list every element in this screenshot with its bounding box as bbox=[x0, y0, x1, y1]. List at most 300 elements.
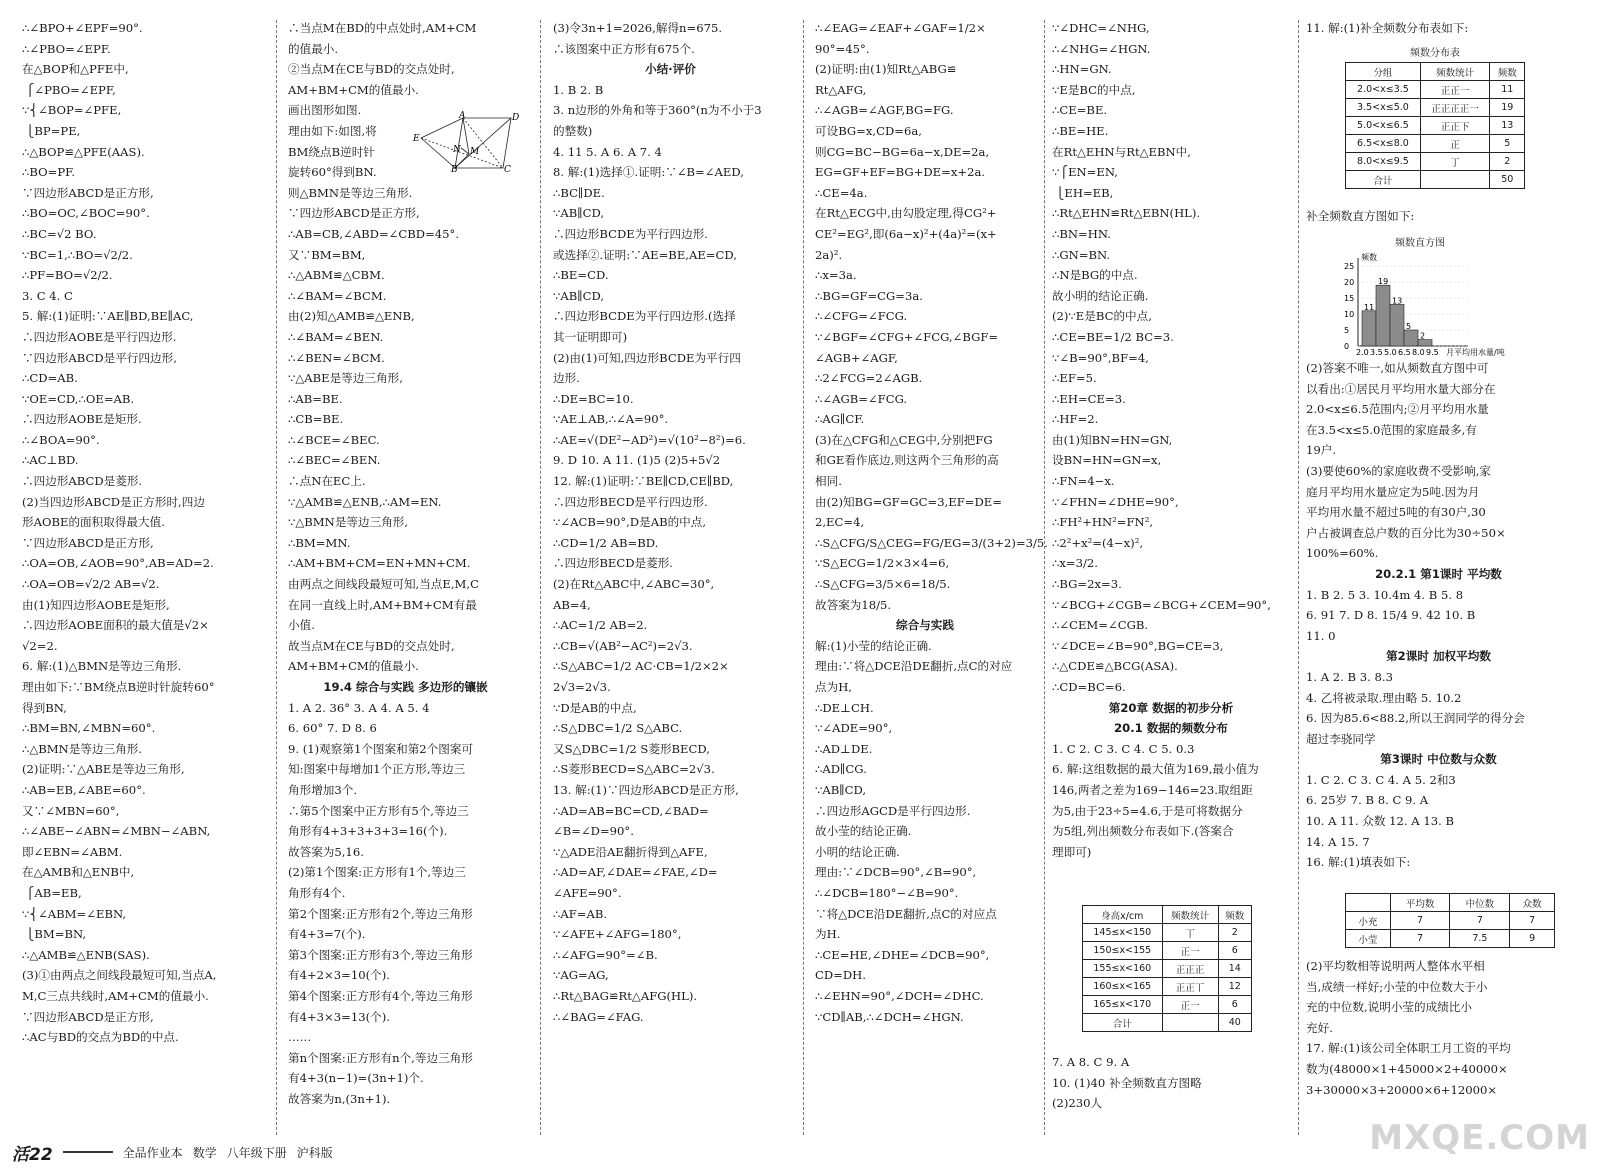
column-4 bbox=[815, 18, 1048, 1138]
text-line: ∠AFE=90°. bbox=[553, 885, 622, 900]
text-line: ∴∠EAG=∠EAF+∠GAF=1/2× bbox=[815, 21, 986, 35]
text-line: ∵AE⊥AB,∴∠A=90°. bbox=[553, 412, 669, 427]
table-row bbox=[1083, 978, 1252, 996]
table-row bbox=[1346, 81, 1525, 99]
text-line: ∴∠CFG=∠FCG. bbox=[815, 309, 908, 324]
text-line: ∵BC=1,∴BO=√2/2. bbox=[22, 247, 133, 262]
text-line: ∴△BOP≌△PFE(AAS). bbox=[22, 144, 145, 159]
table-cell: 平均数 bbox=[1390, 894, 1450, 912]
text-line: 充的中位数,说明小莹的成绩比小 bbox=[1306, 1000, 1472, 1015]
column-1 bbox=[22, 18, 272, 1138]
text-line: ∵△BMN是等边三角形, bbox=[288, 515, 409, 530]
text-line: ∵E是BC的中点, bbox=[1052, 82, 1136, 97]
text-line: ∴S△CFG/S△CEG=FG/EG=3/(3+2)=3/5. bbox=[815, 535, 1048, 550]
table-cell bbox=[1420, 171, 1490, 189]
text-line: ∵∠DHC=∠NHG, bbox=[1052, 21, 1150, 35]
text-line: (2)由(1)可知,四边形BCDE为平行四 bbox=[553, 350, 741, 365]
label-a: A bbox=[459, 111, 466, 121]
text-line: 由(1)知四边形AOBE是矩形, bbox=[22, 597, 170, 612]
table-row bbox=[1083, 942, 1252, 960]
square-rotation-figure bbox=[413, 111, 520, 175]
text-line: ∴△CDE≌△BCG(ASA). bbox=[1052, 659, 1178, 674]
table-cell: 7 bbox=[1510, 912, 1555, 930]
table-row bbox=[1083, 996, 1252, 1014]
text-line: 又∵BM=BM, bbox=[288, 247, 366, 262]
text-line: ∴∠PBO=∠EPF. bbox=[22, 41, 111, 56]
text-line: ∴2²+x²=(4−x)², bbox=[1052, 535, 1144, 550]
text-line: ∴2∠FCG=2∠AGB. bbox=[815, 371, 923, 386]
footer-rule bbox=[63, 1151, 113, 1153]
text-line: CE²=EG²,即(6a−x)²+(4a)²=(x+ bbox=[815, 226, 997, 241]
text-line: ∴∠BOA=90°. bbox=[22, 432, 100, 447]
text-line: ∴AC与BD的交点为BD的中点. bbox=[22, 1030, 179, 1045]
text-line: 7. A 8. C 9. A bbox=[1052, 1055, 1130, 1069]
text-line: 6. 25岁 7. B 8. C 9. A bbox=[1306, 793, 1429, 808]
table-cell: 频数统计 bbox=[1162, 906, 1218, 924]
text-line: ∴当点M在BD的中点处时,AM+CM bbox=[288, 21, 477, 35]
text-line: 角形增加3个. bbox=[288, 782, 358, 797]
text-line: 11. 0 bbox=[1306, 628, 1336, 643]
y-tick-label: 0 bbox=[1344, 342, 1350, 351]
text-line: 9. D 10. A 11. (1)5 (2)5+5√2 bbox=[553, 453, 721, 468]
text-line: (3)①由两点之间线段最短可知,当点A, bbox=[22, 968, 217, 983]
table-cell: 频数统计 bbox=[1420, 63, 1490, 81]
table-cell: 正一 bbox=[1162, 996, 1218, 1014]
text-line: 以看出:①居民月平均用水量大部分在 bbox=[1306, 381, 1496, 396]
table-cell bbox=[1162, 1014, 1218, 1032]
text-line: 为5,由于23÷5=4.6,于是可将数据分 bbox=[1052, 803, 1243, 818]
text-line: 故小莹的结论正确. bbox=[815, 824, 912, 839]
text-line: ②当点M在CE与BD的交点处时, bbox=[288, 62, 455, 77]
text-line: 有4+3=7(个). bbox=[288, 927, 366, 942]
text-line: 理由:∵将△DCE沿DE翻折,点C的对应 bbox=[815, 659, 1013, 674]
text-line: ∴S菱形BECD=S△ABC=2√3. bbox=[553, 762, 715, 777]
table-cell: 6.5<x≤8.0 bbox=[1346, 135, 1421, 153]
text-line: ∵⎧EN=EN, bbox=[1052, 165, 1118, 180]
text-line: 由(1)知BN=HN=GN, bbox=[1052, 432, 1173, 447]
text-line: 角形有4+3+3+3+3=16(个). bbox=[288, 824, 448, 839]
table-cell: 丁 bbox=[1420, 153, 1490, 171]
text-line: ∵四边形ABCD是正方形, bbox=[22, 1009, 154, 1024]
text-line: AM+BM+CM的值最小. bbox=[288, 82, 419, 97]
text-line: (2)230人 bbox=[1052, 1096, 1103, 1111]
text-line: 有4+2×3=10(个). bbox=[288, 968, 390, 983]
text-line: (3)在△CFG和△CEG中,分别把FG bbox=[815, 432, 993, 447]
table-header-row bbox=[1346, 63, 1525, 81]
column-5-tail bbox=[1052, 1052, 1300, 1132]
text-line: 在Rt△ECG中,由勾股定理,得CG²+ bbox=[815, 206, 997, 221]
histogram-bar bbox=[1376, 285, 1390, 346]
text-line: 90°=45°. bbox=[815, 41, 870, 56]
table-row bbox=[1346, 153, 1525, 171]
text-line: 1. A 2. 36° 3. A 4. A 5. 4 bbox=[288, 700, 430, 715]
histogram-bar bbox=[1404, 330, 1418, 346]
table-cell: 160≤x<165 bbox=[1083, 978, 1163, 996]
text-line: ∴DE=BC=10. bbox=[553, 391, 634, 406]
text-line: (2)在Rt△ABC中,∠ABC=30°, bbox=[553, 577, 715, 592]
text-line: 故答案为18/5. bbox=[815, 597, 892, 612]
text-line: 13. 解:(1)∵四边形ABCD是正方形, bbox=[553, 782, 739, 797]
text-line: 100%=60%. bbox=[1306, 546, 1379, 561]
text-line: ∴∠EHN=90°,∠DCH=∠DHC. bbox=[815, 988, 984, 1003]
text-line: 在同一直线上时,AM+BM+CM有最 bbox=[288, 597, 477, 612]
text-line: ∵D是AB的中点, bbox=[553, 700, 637, 715]
text-line: ∴AC=1/2 AB=2. bbox=[553, 618, 648, 633]
table-cell: 12 bbox=[1218, 978, 1251, 996]
text-line: ∵四边形ABCD是正方形, bbox=[288, 206, 420, 221]
text-line: ∴∠BAG=∠FAG. bbox=[553, 1009, 644, 1024]
text-line: ∴AB=CB,∠ABD=∠CBD=45°. bbox=[288, 226, 460, 241]
text-line: ∴BG=GF=CG=3a. bbox=[815, 288, 923, 303]
histogram-bar bbox=[1390, 304, 1404, 346]
table-row bbox=[1346, 171, 1525, 189]
table-cell: 3.5<x≤5.0 bbox=[1346, 99, 1421, 117]
text-line: ∴CD=1/2 AB=BD. bbox=[553, 535, 659, 550]
column-divider bbox=[540, 20, 541, 1135]
text-line: EG=GF+EF=BG+DE=x+2a. bbox=[815, 165, 986, 180]
text-line: ∵∠ACB=90°,D是AB的中点, bbox=[553, 515, 707, 530]
text-line: ∴BO=OC,∠BOC=90°. bbox=[22, 206, 150, 221]
text-line: ∵⎨∠BOP=∠PFE, bbox=[22, 103, 122, 118]
table-cell: 5.0<x≤6.5 bbox=[1346, 117, 1421, 135]
text-line: ∴CB=√(AB²−AC²)=2√3. bbox=[553, 638, 693, 653]
text-line: ∵S△ECG=1/2×3×4=6, bbox=[815, 556, 950, 571]
text-line: ∴S△ABC=1/2 AC·CB=1/2×2× bbox=[553, 659, 729, 674]
text-line: ∵△ADE沿AE翻折得到△AFE, bbox=[553, 844, 708, 859]
column-2 bbox=[288, 18, 533, 1138]
text-line: ∴BN=HN. bbox=[1052, 226, 1111, 241]
text-line: ∴CD=BC=6. bbox=[1052, 680, 1126, 694]
table-cell bbox=[1346, 894, 1391, 912]
text-line: ∴∠AGB=∠FCG. bbox=[815, 391, 908, 406]
text-line: 小明的结论正确. bbox=[815, 844, 900, 859]
text-line: ∴EF=5. bbox=[1052, 371, 1097, 386]
text-line: 第3个图案:正方形有3个,等边三角形 bbox=[288, 947, 473, 962]
table-row bbox=[1346, 135, 1525, 153]
text-line: (2)当四边形ABCD是正方形时,四边 bbox=[22, 494, 205, 509]
text-line: 画出图形如图. bbox=[288, 103, 362, 118]
table-header-row bbox=[1346, 894, 1555, 912]
text-line: 2,EC=4, bbox=[815, 515, 865, 530]
text-line: 146,两者之差为169−146=23.取组距 bbox=[1052, 782, 1253, 797]
text-line: 第20章 数据的初步分析 bbox=[1108, 700, 1234, 715]
text-line: 1. C 2. C 3. C 4. C 5. 0.3 bbox=[1052, 741, 1195, 756]
watermark-logo: MXQE.COM bbox=[1369, 1118, 1590, 1158]
text-line: ∴四边形AOBE面积的最大值是√2× bbox=[22, 618, 209, 633]
text-line: ∴Rt△BAG≌Rt△AFG(HL). bbox=[553, 988, 698, 1003]
text-line: ⎩BM=BN, bbox=[22, 927, 87, 942]
text-line: ∴∠AGB=∠AGF,BG=FG. bbox=[815, 103, 954, 118]
text-line: 小结·评价 bbox=[645, 62, 696, 77]
text-line: ∵⎨∠ABM=∠EBN, bbox=[22, 906, 127, 921]
y-tick-label: 20 bbox=[1344, 278, 1355, 287]
text-line: 和GE看作底边,则这两个三角形的高 bbox=[815, 453, 999, 468]
text-line: ∴BG=2x=3. bbox=[1052, 577, 1122, 592]
y-tick-label: 10 bbox=[1344, 310, 1355, 319]
table-cell: 6 bbox=[1218, 942, 1251, 960]
text-line: ∵∠BCG+∠CGB=∠BCG+∠CEM=90°, bbox=[1052, 597, 1271, 612]
table-cell: 分组 bbox=[1346, 63, 1421, 81]
text-line: (2)第1个图案:正方形有1个,等边三 bbox=[288, 865, 466, 880]
text-line: ∴△BMN是等边三角形. bbox=[22, 741, 143, 756]
text-line: (2)证明:∵△ABE是等边三角形, bbox=[22, 762, 185, 777]
text-line: √2=2. bbox=[22, 638, 58, 653]
text-line: ∴CE=HE,∠DHE=∠DCB=90°, bbox=[815, 947, 990, 962]
x-tick-label: 3.5 bbox=[1370, 348, 1383, 357]
text-line: ∴BO=PF. bbox=[22, 165, 76, 180]
text-line: ∵AB∥CD, bbox=[815, 782, 867, 797]
table-cell: 众数 bbox=[1510, 894, 1555, 912]
water-frequency-table bbox=[1345, 62, 1525, 189]
text-line: ∵∠B=90°,BF=4, bbox=[1052, 350, 1149, 365]
text-line: ∴四边形BECD是平行四边形. bbox=[553, 494, 708, 509]
table-cell: 145≤x<150 bbox=[1083, 924, 1163, 942]
bar-value-label: 13 bbox=[1392, 296, 1403, 306]
text-line: 为H. bbox=[815, 927, 841, 942]
table-row bbox=[1346, 912, 1555, 930]
text-line: ∵∠AFE+∠AFG=180°, bbox=[553, 927, 682, 942]
text-line: 可设BG=x,CD=6a, bbox=[815, 123, 922, 138]
edition-name: 沪科版 bbox=[296, 1145, 333, 1160]
text-line: 解:(1)小莹的结论正确. bbox=[815, 638, 932, 653]
text-line: (2)∵E是BC的中点, bbox=[1052, 309, 1152, 324]
page-number: 活22 bbox=[12, 1144, 53, 1165]
text-line: 1. C 2. C 3. C 4. A 5. 2和3 bbox=[1306, 772, 1456, 787]
text-line: (2)答案不唯一,如从频数直方图中可 bbox=[1306, 361, 1489, 375]
table-cell: 50 bbox=[1490, 171, 1525, 189]
text-line: (3)令3n+1=2026,解得n=675. bbox=[553, 21, 723, 35]
text-line: 19户. bbox=[1306, 443, 1337, 458]
text-line: ∵∠FHN=∠DHE=90°, bbox=[1052, 494, 1179, 509]
text-line: 角形有4个. bbox=[288, 885, 346, 900]
text-line: ∴四边形ABCD是菱形. bbox=[22, 474, 143, 489]
column-6-tail bbox=[1306, 956, 1581, 1136]
text-line: 由(2)知BG=GF=GC=3,EF=DE= bbox=[815, 494, 1002, 509]
text-line: ∴PF=BO=√2/2. bbox=[22, 268, 113, 283]
x-tick-label: 5.0 bbox=[1384, 348, 1397, 357]
text-line: 第2课时 加权平均数 bbox=[1386, 649, 1491, 664]
text-line: 充好. bbox=[1306, 1020, 1333, 1035]
text-line: 为5组,列出频数分布表如下.(答案合 bbox=[1052, 824, 1234, 839]
text-line: 6. 解:(1)△BMN是等边三角形. bbox=[22, 659, 182, 674]
label-d: D bbox=[512, 113, 520, 123]
label-b: B bbox=[451, 165, 458, 175]
text-line: ∴x=3/2. bbox=[1052, 556, 1098, 571]
text-line: ∵四边形ABCD是正方形, bbox=[22, 535, 154, 550]
subject-name: 数学 bbox=[192, 1145, 217, 1160]
text-line: ⎩EH=EB, bbox=[1052, 185, 1114, 200]
text-line: 故答案为n,(3n+1). bbox=[288, 1091, 391, 1106]
text-line: ∴BM=BN,∠MBN=60°. bbox=[22, 721, 156, 736]
table-cell: 小充 bbox=[1346, 912, 1391, 930]
text-line: 数为(48000×1+45000×2+40000× bbox=[1306, 1061, 1508, 1076]
histogram-bar bbox=[1362, 311, 1376, 346]
column-divider bbox=[1298, 20, 1299, 1135]
text-line: AB=4, bbox=[553, 597, 591, 612]
text-line: 或选择②.证明:∵AE=BE,AE=CD, bbox=[553, 247, 737, 262]
text-line: ∴OA=OB=√2/2 AB=√2. bbox=[22, 577, 160, 592]
table-header-row bbox=[1083, 906, 1252, 924]
label-n: N bbox=[453, 145, 461, 155]
table-cell: 2.0<x≤3.5 bbox=[1346, 81, 1421, 99]
text-line: 4. 乙将被录取.理由略 5. 10.2 bbox=[1306, 690, 1462, 705]
text-line: 又S△DBC=1/2 S菱形BECD, bbox=[553, 741, 710, 756]
table-cell: 合计 bbox=[1346, 171, 1421, 189]
column-3 bbox=[553, 18, 798, 1138]
histogram-title: 频数直方图 bbox=[1395, 238, 1445, 249]
text-line: 理由如下:∵BM绕点B逆时针旋转60° bbox=[22, 680, 215, 694]
table-cell: 正正正正一 bbox=[1420, 99, 1490, 117]
text-line: ∴∠ABE−∠ABN=∠MBN−∠ABN, bbox=[22, 824, 211, 839]
text-line: ∵将△DCE沿DE翻折,点C的对应点 bbox=[815, 906, 997, 921]
column-6-body bbox=[1306, 358, 1581, 893]
bar-value-label: 5 bbox=[1406, 322, 1412, 331]
text-line: 2√3=2√3. bbox=[553, 680, 611, 694]
text-line: ∴四边形AGCD是平行四边形. bbox=[815, 803, 971, 818]
text-line: ∠B=∠D=90°. bbox=[553, 824, 634, 839]
text-line: ∴∠BEC=∠BEN. bbox=[288, 453, 381, 468]
text-line: 3. C 4. C bbox=[22, 288, 73, 303]
text-line: ∴∠AFG=90°=∠B. bbox=[553, 947, 658, 962]
text-line: ∴FH²+HN²=FN², bbox=[1052, 515, 1154, 530]
text-line: 则CG=BC−BG=6a−x,DE=2a, bbox=[815, 144, 990, 159]
text-line: ∴四边形BECD是菱形. bbox=[553, 556, 673, 571]
text-line: ∴AB=BE. bbox=[288, 391, 343, 406]
text-line: 1. A 2. B 3. 8.3 bbox=[1306, 669, 1393, 684]
x-tick-label: 8.0 bbox=[1412, 348, 1425, 357]
text-line: 故小明的结论正确. bbox=[1052, 288, 1149, 303]
text-line: ∠AGB+∠AGF, bbox=[815, 350, 898, 365]
table-cell: 2 bbox=[1218, 924, 1251, 942]
text-line: ∵∠BGF=∠CFG+∠FCG,∠BGF= bbox=[815, 329, 999, 344]
text-line: 小值. bbox=[288, 618, 315, 633]
text-line: 在△BOP和△PFE中, bbox=[22, 62, 129, 77]
bar-value-label: 19 bbox=[1378, 277, 1389, 287]
text-line: 设BN=HN=GN=x, bbox=[1052, 453, 1162, 468]
text-line: 点为H, bbox=[815, 680, 852, 694]
frequency-histogram bbox=[1330, 250, 1510, 362]
text-line: ∴CE=4a. bbox=[815, 185, 868, 200]
text-line: Rt△AFG, bbox=[815, 82, 867, 97]
y-tick-label: 25 bbox=[1344, 262, 1355, 271]
text-line: ∴∠BPO+∠EPF=90°. bbox=[22, 21, 143, 35]
text-line: ∴AC⊥BD. bbox=[22, 453, 79, 468]
text-line: ∴AD⊥DE. bbox=[815, 741, 873, 756]
table-cell: 正正正 bbox=[1162, 960, 1218, 978]
text-line: ∴该图案中正方形有675个. bbox=[553, 41, 695, 56]
text-line: ∴∠DCB=180°−∠B=90°. bbox=[815, 885, 959, 900]
column-divider bbox=[276, 20, 277, 1135]
text-line: 10. (1)40 补全频数直方图略 bbox=[1052, 1075, 1202, 1090]
text-line: 由两点之间线段最短可知,当点E,M,C bbox=[288, 577, 479, 592]
table-row bbox=[1083, 924, 1252, 942]
text-line: ∴HF=2. bbox=[1052, 412, 1099, 427]
text-line: ∴∠CEM=∠CGB. bbox=[1052, 618, 1149, 633]
table-cell: 11 bbox=[1490, 81, 1525, 99]
text-line: 3. n边形的外角和等于360°(n为不小于3 bbox=[553, 103, 762, 118]
table-cell: 7 bbox=[1450, 912, 1510, 930]
text-line: ∴S△CFG=3/5×6=18/5. bbox=[815, 577, 951, 592]
bar-value-label: 11 bbox=[1364, 302, 1375, 312]
text-line: ∴∠BCE=∠BEC. bbox=[288, 432, 380, 447]
table-cell: 155≤x<160 bbox=[1083, 960, 1163, 978]
text-line: (2)证明:由(1)知Rt△ABG≌ bbox=[815, 62, 957, 77]
text-line: ∴△ABM≌△CBM. bbox=[288, 268, 385, 283]
text-line: 6. 解:这组数据的最大值为169,最小值为 bbox=[1052, 762, 1259, 777]
text-line: ∴点N在EC上. bbox=[288, 474, 366, 489]
text-line: BM绕点B逆时针 bbox=[288, 144, 375, 159]
x-tick-label: 6.5 bbox=[1398, 348, 1411, 357]
text-line: 由(2)知△AMB≌△ENB, bbox=[288, 309, 415, 324]
table-cell: 身高x/cm bbox=[1083, 906, 1163, 924]
text-line: 3+30000×3+20000×6+12000× bbox=[1306, 1082, 1498, 1097]
text-line: 则△BMN是等边三角形. bbox=[288, 185, 413, 200]
text-line: …… bbox=[288, 1030, 312, 1045]
text-line: ∴∠BEN=∠BCM. bbox=[288, 350, 385, 365]
text-line: 故当点M在CE与BD的交点处时, bbox=[288, 638, 455, 653]
text-line: 6. 91 7. D 8. 15/4 9. 42 10. B bbox=[1306, 608, 1476, 623]
text-line: ∵AB∥CD, bbox=[553, 288, 605, 303]
text-line: ∴AD=AB=BC=CD,∠BAD= bbox=[553, 803, 709, 818]
text-line: ∴HN=GN. bbox=[1052, 62, 1112, 77]
table-cell: 正正丅 bbox=[1162, 978, 1218, 996]
text-line: ∴OA=OB,∠AOB=90°,AB=AD=2. bbox=[22, 556, 214, 571]
text-line: 综合与实践 bbox=[896, 618, 954, 633]
text-line: ∵△ABE是等边三角形, bbox=[288, 371, 403, 386]
table-cell: 165≤x<170 bbox=[1083, 996, 1163, 1014]
text-line: 相同. bbox=[815, 474, 842, 489]
grade-name: 八年级下册 bbox=[226, 1145, 287, 1160]
text-line: 的整数) bbox=[553, 123, 593, 138]
column-6-mid bbox=[1306, 206, 1581, 230]
text-line: ∴四边形AOBE是平行四边形. bbox=[22, 329, 177, 344]
text-line: 第n个图案:正方形有n个,等边三角形 bbox=[288, 1050, 473, 1065]
text-line: ∵CD∥AB,∴∠DCH=∠HGN. bbox=[815, 1009, 964, 1024]
text-line: ∴AG∥CF. bbox=[815, 412, 865, 427]
table-cell: 频数 bbox=[1218, 906, 1251, 924]
text-line: ⎧AB=EB, bbox=[22, 885, 82, 900]
text-line: ∴∠BAM=∠BCM. bbox=[288, 288, 387, 303]
table-row bbox=[1083, 960, 1252, 978]
text-line: 第4个图案:正方形有4个,等边三角形 bbox=[288, 988, 473, 1003]
text-line: 有4+3×3=13(个). bbox=[288, 1009, 390, 1024]
column-6 bbox=[1306, 18, 1581, 40]
table-cell: 丅 bbox=[1162, 924, 1218, 942]
text-line: 形AOBE的面积取得最大值. bbox=[22, 515, 165, 530]
table-cell: 正正下 bbox=[1420, 117, 1490, 135]
text-line: (3)要使60%的家庭收费不受影响,家 bbox=[1306, 463, 1492, 478]
text-line: ∴BE=HE. bbox=[1052, 123, 1109, 138]
text-line: ∴S△DBC=1/2 S△ABC. bbox=[553, 721, 683, 736]
text-line: 其一证明即可) bbox=[553, 329, 628, 344]
text-line: ∴BE=CD. bbox=[553, 268, 609, 283]
text-line: ∵OE=CD,∴OE=AB. bbox=[22, 391, 135, 406]
text-line: ∴四边形AOBE是矩形. bbox=[22, 412, 142, 427]
text-line: 超过李骁同学 bbox=[1306, 731, 1376, 746]
text-line: 2a)². bbox=[815, 247, 843, 262]
text-line: 户占被调查总户数的百分比为30÷50× bbox=[1306, 525, 1506, 540]
text-line: AM+BM+CM的值最小. bbox=[288, 659, 419, 674]
label-e: E bbox=[413, 134, 420, 144]
text-line: ∴AF=AB. bbox=[553, 906, 608, 921]
bar-value-label: 2 bbox=[1420, 331, 1426, 341]
text-line: 9. (1)观察第1个图案和第2个图案可 bbox=[288, 741, 474, 756]
text-line: ∵四边形ABCD是正方形, bbox=[22, 185, 154, 200]
table-cell: 5 bbox=[1490, 135, 1525, 153]
text-line: M,C三点共线时,AM+CM的值最小. bbox=[22, 988, 209, 1003]
text-line: 2.0<x≤6.5范围内;②月平均用水量 bbox=[1306, 402, 1489, 417]
text-line: 在3.5<x≤5.0范围的家庭最多,有 bbox=[1306, 422, 1477, 437]
